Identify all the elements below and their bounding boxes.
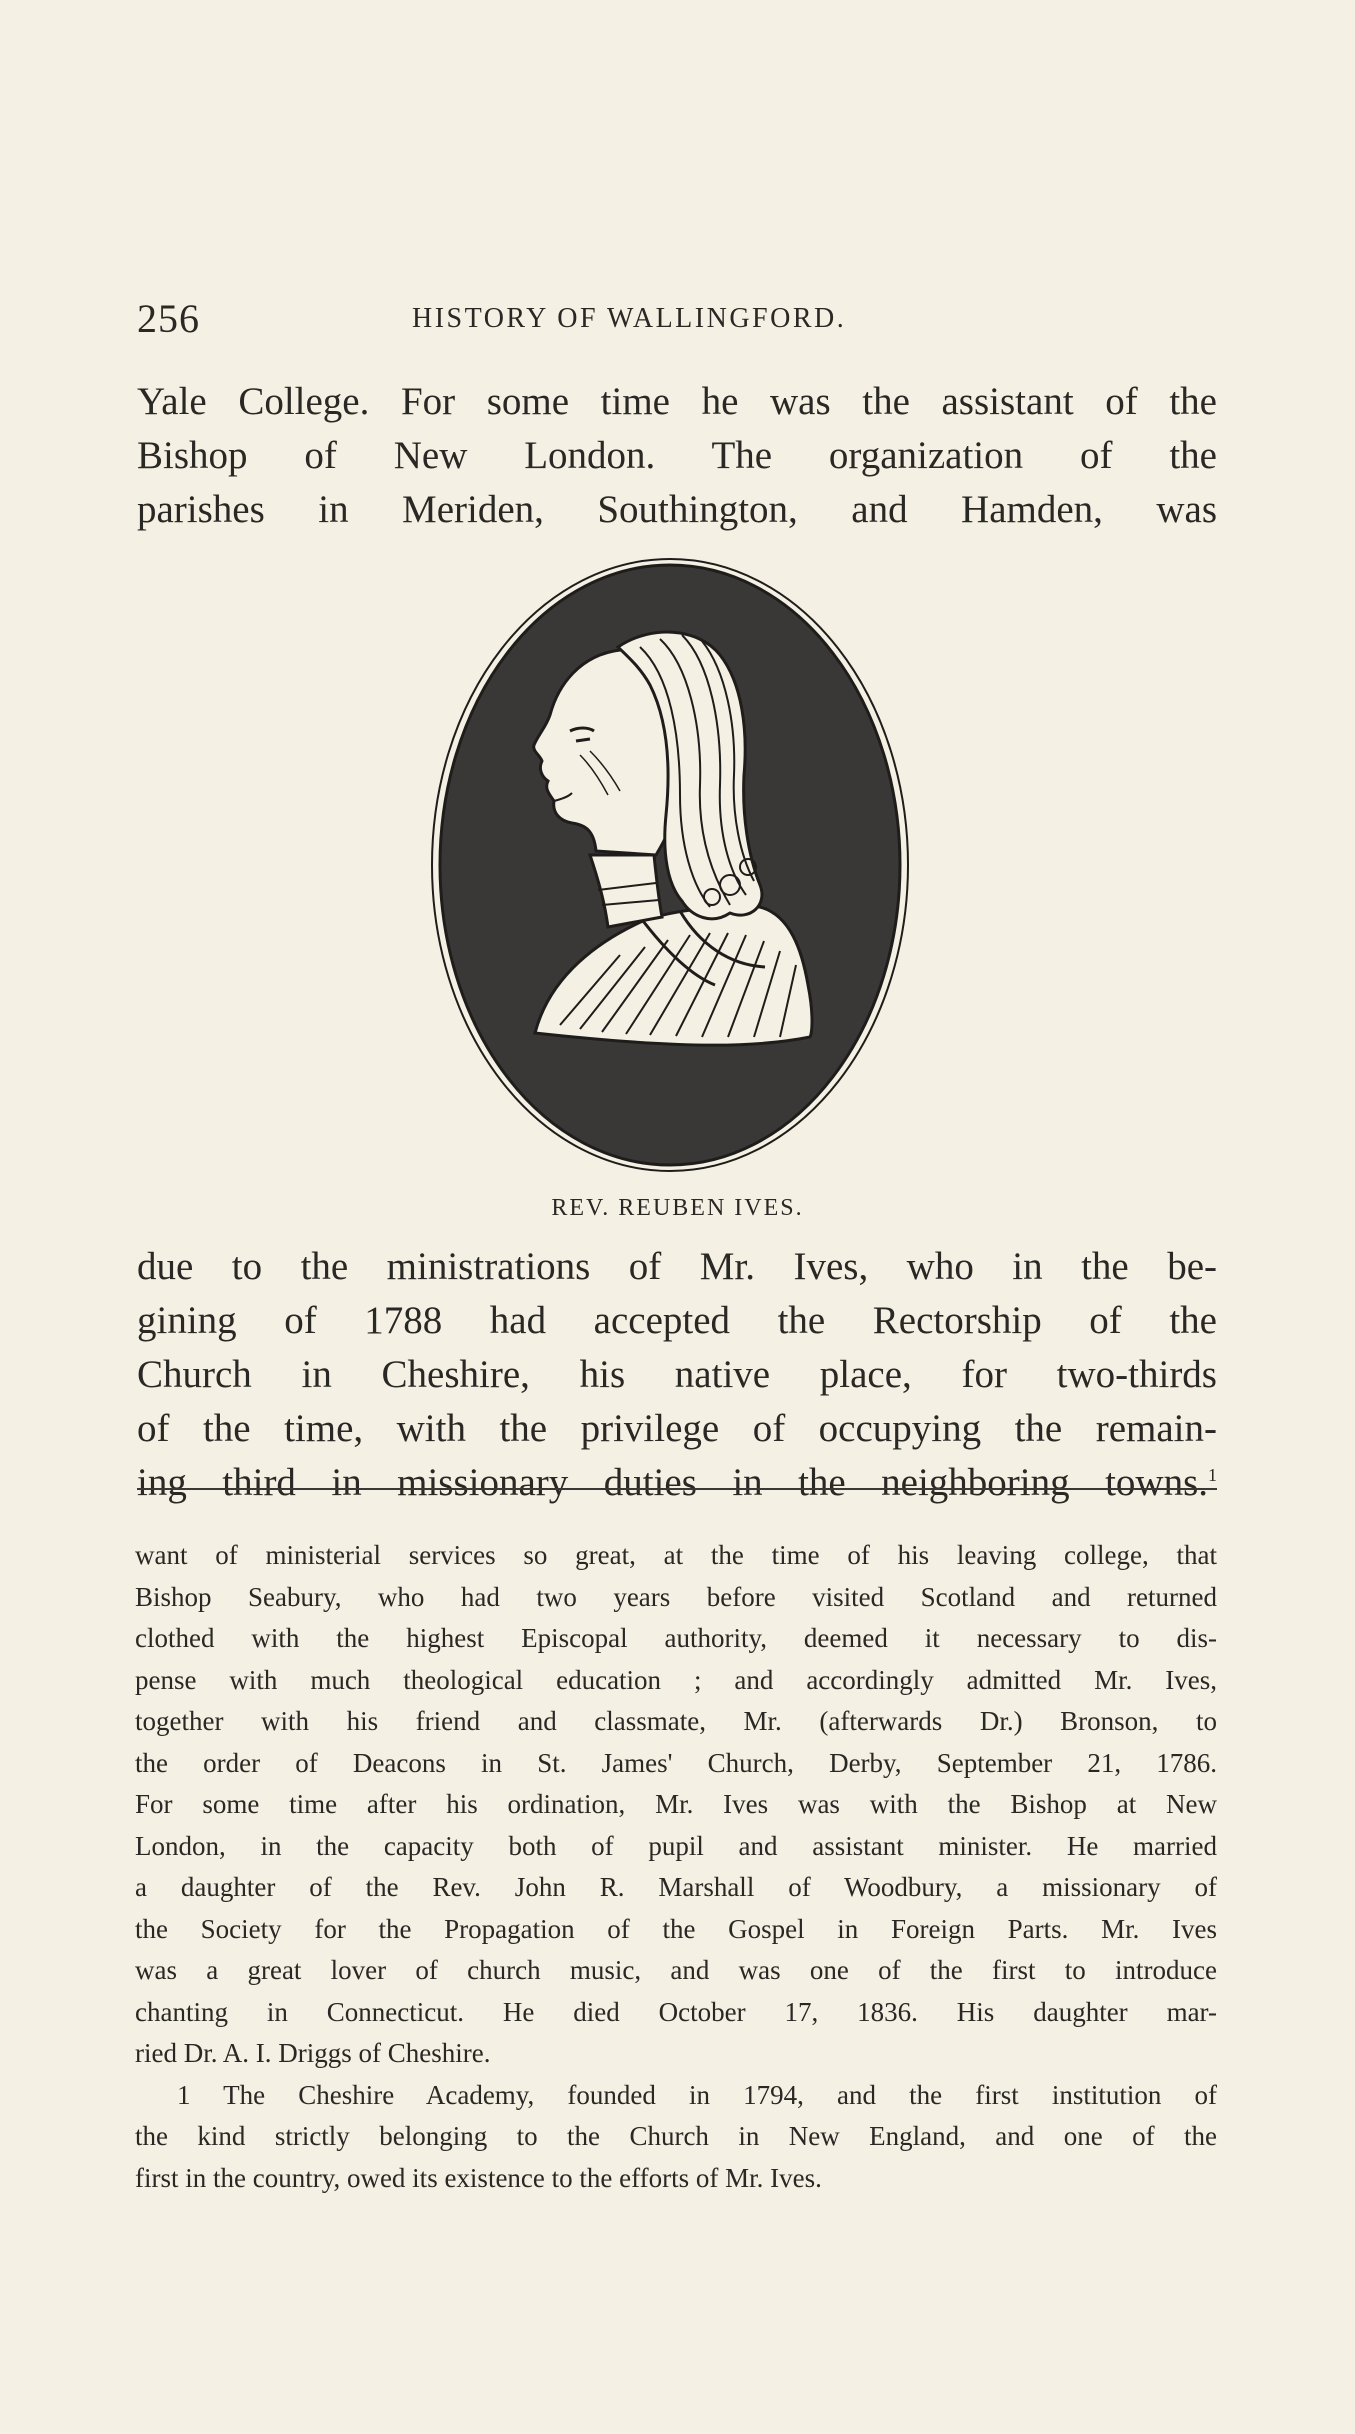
footnote-line: Bishop Seabury, who had two years before visited Scotland and returned [135, 1581, 1217, 1612]
footnote-line: ried Dr. A. I. Driggs of Cheshire. [135, 2038, 491, 2068]
body-line: gining of 1788 had accepted the Rectorship of the [137, 1299, 1217, 1342]
footnote-line: London, in the capacity both of pupil and assistant minister. He married [135, 1830, 1217, 1861]
footnote-line: For some time after his ordination, Mr. Ives was with the Bishop at New [135, 1789, 1217, 1819]
running-title: HISTORY OF WALLINGFORD. [412, 303, 847, 334]
body-line: Church in Cheshire, his native place, for two-thirds [137, 1353, 1217, 1396]
footnote-line: a daughter of the Rev. John R. Marshall of Woodbury, a missionary of [135, 1872, 1217, 1902]
body-line: Yale College. For some time he was the assistant of the [137, 380, 1217, 423]
body-line: of the time, with the privilege of occupying the remain- [137, 1407, 1217, 1450]
page-number: 256 [137, 296, 200, 341]
body-line: Bishop of New London. The organization of the [137, 434, 1217, 477]
footnote-line: the order of Deacons in St. James' Church, Derby, September 21, 1786. [135, 1747, 1217, 1778]
portrait-engraving [430, 555, 910, 1175]
body-line: parishes in Meriden, Southington, and Hamden, was [137, 488, 1217, 531]
footnote-1-line: the kind strictly belonging to the Church in New England, and one of the [135, 2121, 1217, 2151]
footnote-line: clothed with the highest Episcopal authority, deemed it necessary to dis- [135, 1623, 1217, 1653]
page-header [137, 295, 1217, 345]
footnote-line: pense with much theological education ; and accordingly admitted Mr. Ives, [135, 1664, 1217, 1695]
footnote-line: chanting in Connecticut. He died October 17, 1836. His daughter mar- [135, 1996, 1217, 2027]
footnote-rule [137, 1488, 1217, 1490]
footnote-line: the Society for the Propagation of the Gospel in Foreign Parts. Mr. Ives [135, 1913, 1217, 1944]
footnote-line: was a great lover of church music, and was one of the first to introduce [135, 1955, 1217, 1985]
body-paragraph-bottom [137, 1240, 1217, 1510]
footnote-line: together with his friend and classmate, Mr. (afterwards Dr.) Bronson, to [135, 1706, 1217, 1736]
body-line-with-note [137, 1456, 1217, 1510]
body-line-text: ing third in missionary duties in the neighboring towns. [137, 1461, 1208, 1504]
footnote-1-line: first in the country, owed its existence to the efforts of Mr. Ives. [135, 2162, 822, 2193]
footnote-reference: 1 [1208, 1465, 1217, 1485]
footnotes [135, 1535, 1217, 2199]
body-line: due to the ministrations of Mr. Ives, who in the be- [137, 1245, 1217, 1288]
portrait-caption: REV. REUBEN IVES. [551, 1195, 804, 1221]
body-paragraph-top [137, 375, 1217, 537]
footnote-line: want of ministerial services so great, at the time of his leaving college, that [135, 1540, 1217, 1570]
footnote-1-line: 1 The Cheshire Academy, founded in 1794, and the first institution of [177, 2079, 1217, 2110]
